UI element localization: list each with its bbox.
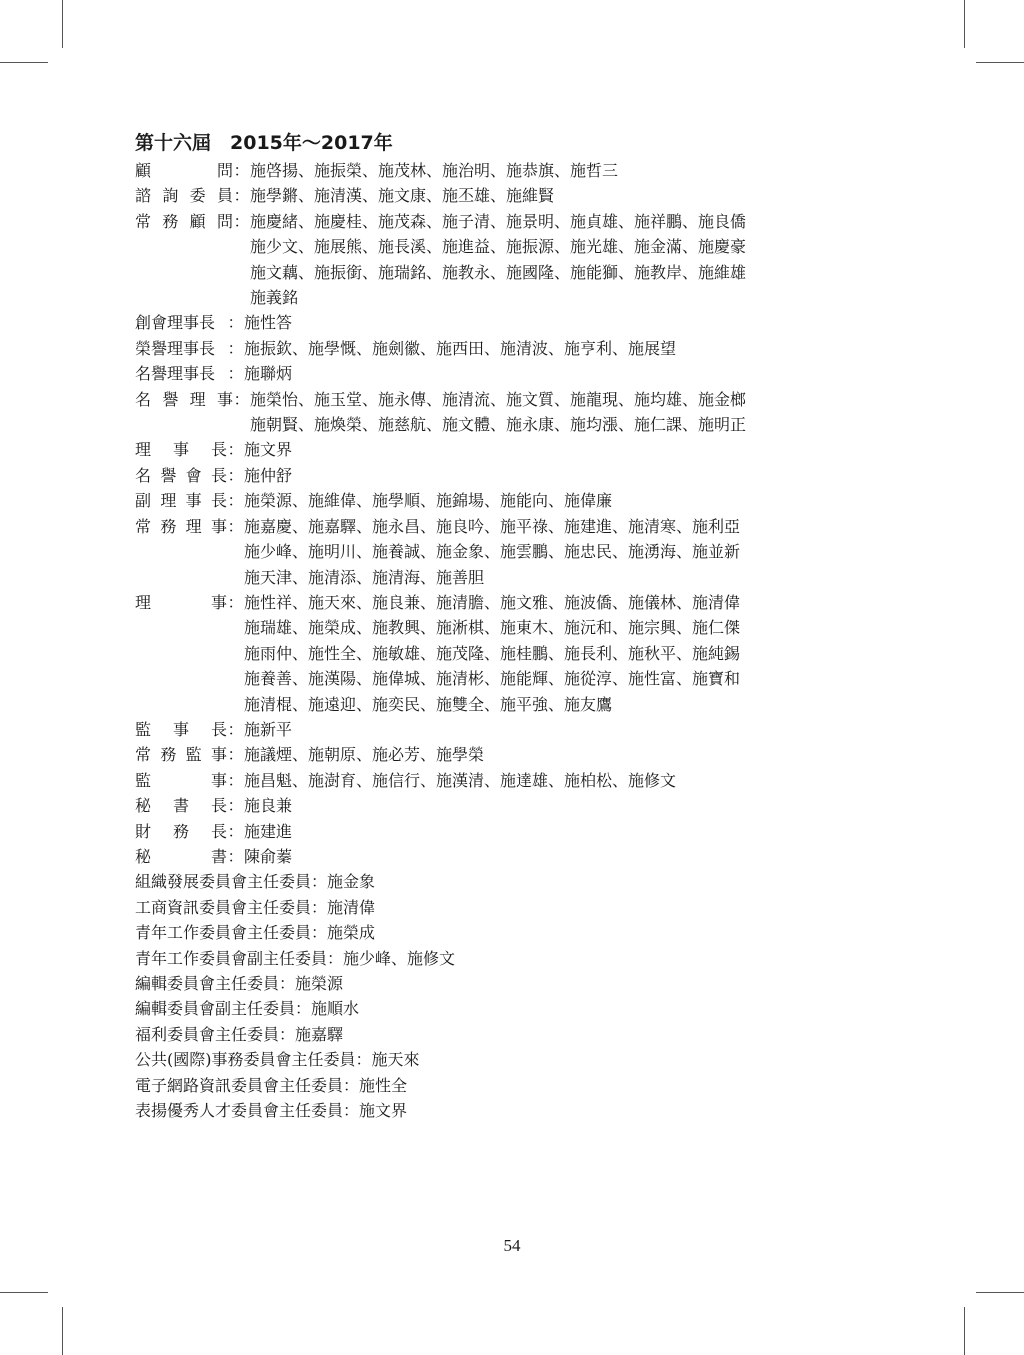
officer-entry (135, 361, 875, 386)
entry-label (135, 488, 227, 513)
label-char: 秘 (135, 846, 152, 866)
crop-mark (0, 62, 48, 63)
name-line: 施朝賢、施煥榮、施慈航、施文體、施永康、施均漲、施仁課、施明正 (250, 415, 747, 435)
name-line: 施學鏘、施清漢、施文康、施丕雄、施維賢 (250, 186, 555, 206)
name-line: 陳俞蓁 (244, 846, 293, 866)
entry-names (244, 310, 875, 335)
name-line: 施養善、施漢陽、施偉城、施清彬、施能輝、施從淳、施性富、施寶和 (244, 669, 741, 689)
name-line: 施性答 (244, 313, 293, 333)
entry-colon: ： (233, 186, 250, 206)
label-char: 譽 (160, 465, 177, 485)
officer-entry (135, 183, 875, 208)
entry-colon: ： (227, 338, 244, 358)
name-line: 施振欽、施學慨、施劍徽、施西田、施清波、施亨利、施展望 (244, 338, 677, 358)
entry-label (135, 437, 227, 462)
entry-names (244, 437, 875, 462)
name-line: 施文藕、施振銜、施瑞銘、施教永、施國隆、施能獅、施教岸、施維雄 (250, 262, 747, 282)
label-char: 名 (135, 465, 152, 485)
entry-colon: ： (227, 821, 244, 841)
officer-entry (135, 463, 875, 488)
label-char: 長 (210, 491, 227, 511)
entry-names (244, 590, 875, 717)
entry-label (135, 590, 227, 717)
entry-colon: ： (227, 465, 244, 485)
crop-mark (964, 1307, 965, 1355)
label-char: 委 (189, 186, 206, 206)
entry-colon: ： (233, 389, 250, 409)
label-char: 事 (210, 745, 227, 765)
label-char: 事 (216, 389, 233, 409)
entry-colon: ： (227, 364, 244, 384)
name-line: 施啓揚、施振榮、施茂林、施治明、施恭旗、施哲三 (250, 161, 619, 180)
committee-row: 編輯委員會副主任委員：施順水 (135, 999, 360, 1019)
entry-label (135, 158, 233, 183)
label-char: 常 (135, 516, 152, 536)
label-char: 書 (172, 796, 189, 816)
name-line: 施少峰、施明川、施養誠、施金象、施雲鵬、施忠民、施湧海、施並新 (244, 542, 741, 562)
entry-label (135, 336, 227, 361)
entry-label (135, 183, 233, 208)
label-char: 長 (210, 796, 227, 816)
entry-label (135, 514, 227, 590)
name-line: 施昌魁、施澍育、施信行、施漢清、施達雄、施柏松、施修文 (244, 770, 677, 790)
name-line: 施新平 (244, 719, 293, 739)
committee-list (135, 869, 875, 1123)
label-char: 顧 (135, 161, 152, 180)
page-number: 54 (503, 1236, 521, 1255)
label-char: 理 (185, 516, 202, 536)
entry-colon: ： (227, 770, 244, 790)
label-char: 會 (185, 465, 202, 485)
label-char: 名 (135, 389, 152, 409)
name-line: 施良兼 (244, 796, 293, 816)
name-line: 施瑞雄、施榮成、施教興、施淅棋、施東木、施沅和、施宗興、施仁傑 (244, 618, 741, 638)
entry-colon: ： (227, 719, 244, 739)
officer-list (135, 158, 875, 869)
entry-colon: ： (227, 491, 244, 511)
label-char: 長 (210, 465, 227, 485)
entry-colon: ： (227, 592, 244, 612)
label-char: 理 (135, 592, 152, 612)
name-line: 施嘉慶、施嘉驛、施永昌、施良吟、施平祿、施建進、施清寒、施利亞 (244, 516, 741, 536)
entry-colon: ： (227, 516, 244, 536)
committee-row: 公共(國際)事務委員會主任委員：施天來 (135, 1050, 420, 1070)
label-char: 理 (189, 389, 206, 409)
entry-names (244, 463, 875, 488)
entry-names (244, 514, 875, 590)
name-line: 施聯炳 (244, 364, 293, 384)
entry-colon: ： (227, 796, 244, 816)
entry-label (135, 361, 227, 386)
label-char: 財 (135, 821, 152, 841)
entry-names (244, 336, 875, 361)
name-line: 施仲舒 (244, 465, 293, 485)
officer-entry (135, 590, 875, 717)
name-line: 施文界 (244, 440, 293, 460)
entry-label (135, 310, 227, 335)
label-char: 常 (135, 745, 152, 765)
entry-names (250, 158, 875, 183)
label-char: 員 (216, 186, 233, 206)
name-line: 施榮怡、施玉堂、施永傳、施清流、施文質、施龍現、施均雄、施金榔 (250, 389, 747, 409)
officer-entry (135, 819, 875, 844)
name-line: 施義銘 (250, 288, 299, 308)
label-char: 事 (172, 440, 189, 460)
committee-row: 青年工作委員會主任委員：施榮成 (135, 923, 376, 943)
entry-colon: ： (227, 313, 244, 333)
officer-entry (135, 514, 875, 590)
entry-label (135, 209, 233, 311)
section-heading: 第十六屆 2015年～2017年 (135, 132, 393, 154)
label-char: 書 (210, 846, 227, 866)
entry-colon: ： (227, 440, 244, 460)
officer-entry (135, 209, 875, 311)
committee-row: 青年工作委員會副主任委員：施少峰、施修文 (135, 948, 456, 968)
officer-entry (135, 793, 875, 818)
label-char: 副 (135, 491, 152, 511)
label-char: 常 (135, 211, 152, 231)
label-char: 諮 (135, 186, 152, 206)
officer-entry (135, 717, 875, 742)
officer-entry (135, 488, 875, 513)
crop-mark (62, 1307, 63, 1355)
entry-names (244, 488, 875, 513)
entry-label (135, 768, 227, 793)
committee-row: 編輯委員會主任委員：施榮源 (135, 974, 344, 993)
crop-mark (976, 1292, 1024, 1293)
label-char: 長 (210, 821, 227, 841)
entry-names (244, 717, 875, 742)
officer-entry (135, 336, 875, 361)
label-char: 務 (172, 821, 189, 841)
entry-names (250, 387, 875, 438)
officer-entry (135, 437, 875, 462)
label-char: 事 (210, 770, 227, 790)
entry-label (135, 793, 227, 818)
label-char: 事 (172, 719, 189, 739)
label-char: 事 (210, 592, 227, 612)
label-char: 務 (160, 745, 177, 765)
label-char: 譽 (162, 389, 179, 409)
committee-row: 福利委員會主任委員：施嘉驛 (135, 1024, 344, 1044)
entry-label (135, 463, 227, 488)
label-char: 務 (160, 516, 177, 536)
name-line: 施雨仲、施性全、施敏雄、施茂隆、施桂鵬、施長利、施秋平、施純錫 (244, 643, 741, 663)
label-char: 長 (210, 719, 227, 739)
crop-mark (964, 0, 965, 48)
entry-label (135, 844, 227, 869)
committee-row: 電子網路資訊委員會主任委員：施性全 (135, 1075, 408, 1095)
name-line: 施性祥、施天來、施良兼、施清膽、施文雅、施波僑、施儀林、施清偉 (244, 592, 741, 612)
committee-row: 表揚優秀人才委員會主任委員：施文界 (135, 1101, 408, 1121)
officer-entry (135, 158, 875, 183)
officer-entry (135, 387, 875, 438)
committee-row: 工商資訊委員會主任委員：施清偉 (135, 897, 376, 917)
entry-label (135, 742, 227, 767)
crop-mark (0, 1292, 48, 1293)
page-content (135, 128, 875, 1123)
label-char: 監 (185, 745, 202, 765)
officer-entry (135, 768, 875, 793)
name-line: 施清棍、施遠迎、施奕民、施雙全、施平強、施友鷹 (244, 694, 613, 714)
entry-names (244, 819, 875, 844)
label-char: 事 (185, 491, 202, 511)
name-line: 施少文、施展熊、施長溪、施進益、施振源、施光雄、施金滿、施慶豪 (250, 237, 747, 257)
entry-colon: ： (227, 745, 244, 765)
committee-row: 組織發展委員會主任委員：施金象 (135, 872, 376, 892)
label-char: 監 (135, 719, 152, 739)
entry-names (250, 183, 875, 208)
label-char: 監 (135, 770, 152, 790)
entry-names (250, 209, 875, 311)
label-char: 問 (216, 211, 233, 231)
name-line: 施天津、施清添、施清海、施善胆 (244, 567, 485, 587)
entry-names (244, 793, 875, 818)
label-char: 事 (210, 516, 227, 536)
label-char: 問 (216, 161, 233, 180)
officer-entry (135, 742, 875, 767)
crop-mark (62, 0, 63, 48)
officer-entry (135, 844, 875, 869)
entry-label (135, 717, 227, 742)
entry-label (135, 819, 227, 844)
entry-names (244, 742, 875, 767)
label-char: 長 (210, 440, 227, 460)
label-char: 理 (160, 491, 177, 511)
officer-entry (135, 310, 875, 335)
label-char: 秘 (135, 796, 152, 816)
label-char: 顧 (189, 211, 206, 231)
crop-mark (976, 62, 1024, 63)
entry-colon: ： (233, 161, 250, 180)
entry-label (135, 387, 233, 438)
label-char: 榮譽理事長 (135, 338, 216, 358)
name-line: 施建進 (244, 821, 293, 841)
entry-names (244, 768, 875, 793)
label-char: 名譽理事長 (135, 364, 216, 384)
entry-names (244, 361, 875, 386)
label-char: 創會理事長 (135, 313, 216, 333)
entry-colon: ： (227, 846, 244, 866)
name-line: 施議煙、施朝原、施必芳、施學榮 (244, 745, 485, 765)
label-char: 務 (162, 211, 179, 231)
name-line: 施慶緒、施慶桂、施茂森、施子清、施景明、施貞雄、施祥鵬、施良僑 (250, 211, 747, 231)
entry-names (244, 844, 875, 869)
entry-colon: ： (233, 211, 250, 231)
name-line: 施榮源、施維偉、施學順、施錦場、施能向、施偉廉 (244, 491, 613, 511)
label-char: 詢 (162, 186, 179, 206)
label-char: 理 (135, 440, 152, 460)
